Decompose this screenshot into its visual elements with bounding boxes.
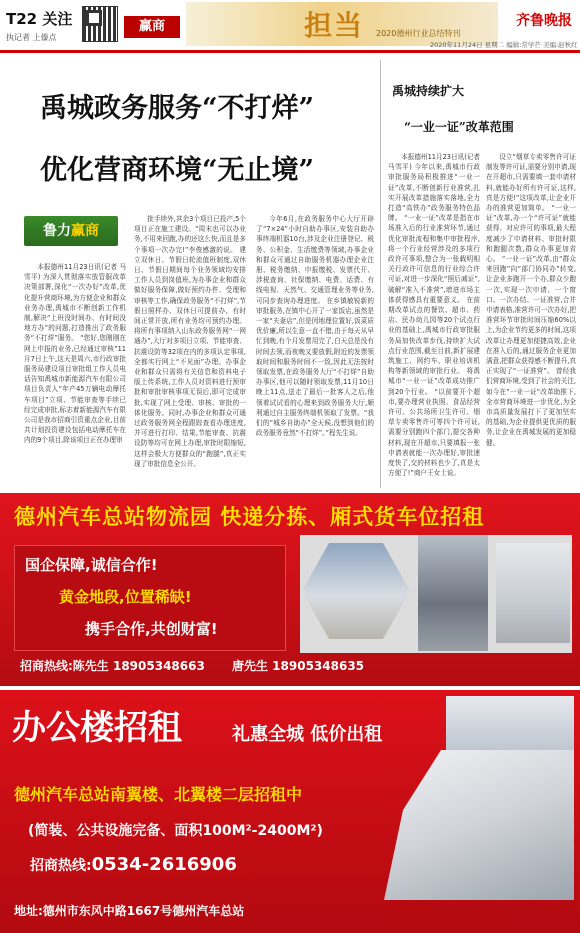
office-ad-address: 地址:德州市东风中路1667号德州汽车总站 <box>14 904 245 918</box>
newspaper-logo: 齐鲁晚报 <box>516 13 572 29</box>
warehouse-photo <box>302 543 410 639</box>
office-photo-top <box>446 696 574 750</box>
interior-photo <box>496 543 570 643</box>
building-photo <box>418 535 488 651</box>
dateline: 2020年11月24日 星期二 编辑:常学芒 美编:赵秋红 <box>430 41 578 49</box>
office-ad-spec: (简装、公共设施完备、面积100M²-2400M²) <box>28 823 323 839</box>
office-ad-title: 办公楼招租 <box>12 708 182 748</box>
slogan-line1: 国企保障,诚信合作! <box>25 556 158 574</box>
main-article-col1: 本报德州11月23日讯(记者 马雪平) 为深入贯彻落实放管服改革决策部署,深化“一次办好”改革,优化提升营商环境,为方便企业和群众业务办理,禹城市不断创新工作机制,解决“上班没时间办、有时间没地方办”的问题,打造推出了政务服务“不打烊”服务。 “您好,您刚刚在网上申报的业务,已经通过审核”11月7日上午,这天是周六,市行政审批服务局建设项目审批组工作人员电话告知禹城市新能源汽车有限公司项目负责人“年产45万辆电动摩托车项目”立项、节能审查等手续已经完成审批,标志着新能源汽车有限公司是我市招商引资重点企业,目前共计划投资建设包括电动摩托车在内的9个项目,除该项目正在办理审 <box>24 263 126 445</box>
logistics-ad-slogans <box>14 545 286 651</box>
column-logo: 鲁力赢商 <box>24 216 118 246</box>
header-rule <box>0 52 580 53</box>
side-headline-line2: “一业一证”改革范围 <box>404 120 514 134</box>
office-rental-ad <box>0 690 580 933</box>
hotline-label: 招商热线: <box>30 858 92 874</box>
banner-subtitle: 2020德州行业总结特刊 <box>376 29 461 38</box>
side-article-col1: 本报德州11月23日讯(记者 马雪平) 今年以来,禹城市行政审批服务局积极推进“一业一证”改革,不断创新行业准营,扎实开展改革措施落实落地,全力打造“高铁办”政务服务特色品牌。 “一业一证”改革是指在市场准入后的行业准营环节,通过优化审批流程和集中审批程序,将一个行业经营涉及的多项行政许可事项,整合为一张载明相关行政许可信息的行业综合许可证,对进一步深化“照后减证”,破解“准入不准营”,增进市场主体获得感具有重要意义。 在前期改革试点的餐饮、超市、药店、民办幼儿园等20个试点行业的基础上,禹城市行政审批服务局加快改革步伐,持续扩大试点行业范围,截至目前,新扩展建筑施工、网约车、职业培训机构等新领域的审批行业。 将禹城市“一业一证”改革成功推广到20个行业。 “以前要开个超市,要办理营业执照、食品经营许可、公共场所卫生许可、烟草专卖零售许可等四个许可证,需要分别跑四个部门,提交各种材料,现在开超市,只要填报一张申请表就能一次办理好,审批速度快了,交的材料也少了,真是太方便了!”商户王女士说。 <box>388 153 480 478</box>
slogan-line3: 携手合作,共创财富! <box>85 620 218 638</box>
side-headline-line1: 禹城持续扩大 <box>392 84 465 98</box>
office-ad-location: 德州汽车总站南翼楼、北翼楼二层招租中 <box>14 785 303 804</box>
logistics-hotline-2: 唐先生 18905348635 <box>232 659 365 673</box>
office-ad-subtitle: 礼惠全城 低价出租 <box>232 724 383 745</box>
side-article-col2: 设立“烟草专卖零售许可证制发等许可证,需要分别申请,现在开超市,只需要填一套申请材料,就能办好所有许可证,这样,真是方便!”这项改革,让企业开办的准营更加简单。 “一业一证”改革,办一个“许可证”就能获得、对应许可的事项,最大程度减少了申请材料、审批时限和跑腿次数,群众办事更加省心。 “一业一证”改革,由“群众来回跑”向“部门协同办”转变,让企业多跑开一个办,群众少跑一次,实现一次申请、一个窗口、一次办结、一证准营,合并申请表格,准营许可一次办好,把准营环节审批时间压缩60%以上,为企业节约更多的时间,这项改革让办理更加便捷高效,企业在准入后的,通过服务企业更加满意,把群众获得感不断提升,真正实现了“一证准营”。 曾经我们营商环境,受到了社会的关注,如今在“一业一证”改革助推下,全市营商环境进一步优化,为全市高质量发展打下了更加坚实的基础,为企业提供更优质的服务,让企业在禹城发展的更加稳健。 <box>486 153 576 447</box>
office-ad-hotline <box>30 854 237 875</box>
logistics-ad-title: 德州汽车总站物流园 快递分拣、厢式货车位招租 <box>14 505 485 529</box>
main-article-col2: 批手续外,其余3个项目已投产,5个项目正在施工建设。“周末也可以办业务,不用来回跑,办的还这么快,而且是多个事项一次办完!”李俊感激的说。 建立双休日、节假日轮流值班制度,双休日、节假日期间每个业务领域均安排工作人员到岗值班,为办事企业和群众做好服务保障,做好预约办件、受理和审核等工作,确保政务服务“不打烊”,节假日照样办、双休日可提前办、有时间正常开放,所有业务均可预约办理。 将所有事项纳入山东政务服务网“一网通办”,大厅对多项日立项、节能审查、抗震设防等32项在内的多项认定事项,全都实行网上“不见面”办理。办事企业和群众只需将有关信息和资料电子版上传系统,工作人员对资料进行预审批和审批审核事项无误后,即可完成审批,实现了网上受理、审核、审批的一体化服务。同时,办事企业和群众可通过政务服务网全程跟踪查看办理进度,并可进行打印、结果,节能审查、抗震设防等均可在网上办理,审批时限缩短,这样会极大方便群众的“跑腿”,真正实现了审批信息全公开。 <box>134 215 246 468</box>
logistics-photo <box>300 535 572 653</box>
qr-code-icon <box>82 6 118 42</box>
logistics-ad <box>0 493 580 686</box>
section-tag: 赢商 <box>124 16 180 38</box>
slogan-line2: 黄金地段,位置稀缺! <box>59 588 192 606</box>
office-photo <box>384 750 574 900</box>
logistics-hotline-1: 招商热线:陈先生 18905348663 <box>20 659 205 673</box>
main-headline-line2: 优化营商环境“无止境” <box>40 155 315 186</box>
main-article-col3: 今年6月,在政务服务中心大厅开辟了“7×24”小时自助办事区,安装自助办事终端机器10台,涉及企业注册登记、税务、公积金、生活缴费等领域,办事企业和群众可通过自助服务机器办理企业注册、税务缴纳、申报缴税、发票代开、涉税查询、社保缴纳、电费、话费、有线电视、天然气、交通管理业务等业务,可同步查询办理进度。 在乡镇敏锐新的审批服务,在镇中心开了一家饭店,虽然是一家“夫妻店”,但是因地理位置好,饭菜质优价廉,所以生意一直不错,由于每天从早忙到晚,有个月发票用完了,白天总是没有时间去领,而夜晚又要放假,附近的发票领取时间和服务时间不一致,因此无法按时领取发票,在政务服务大厅“不打烊”自助办事区,他可以随时领取发票,11月10日晚上11点,送走了最后一批客人之后,他领着试试看的心理来到政务服务大厅,顺利通过自主服务终端机领取了发票。“我们的“城乡自助办”全天候,没想到他们的政务服务竟然“不打烊”。”程先生说。 <box>256 215 374 438</box>
banner-title: 担当 <box>304 9 365 42</box>
hotline-number: 0534-2616906 <box>91 854 237 875</box>
main-headline-line1: 禹城政务服务“不打烊” <box>40 93 315 124</box>
column-divider <box>380 60 381 488</box>
page-number: T22 关注 <box>6 10 73 28</box>
section-credit: 执记者 上傣点 <box>6 33 57 42</box>
